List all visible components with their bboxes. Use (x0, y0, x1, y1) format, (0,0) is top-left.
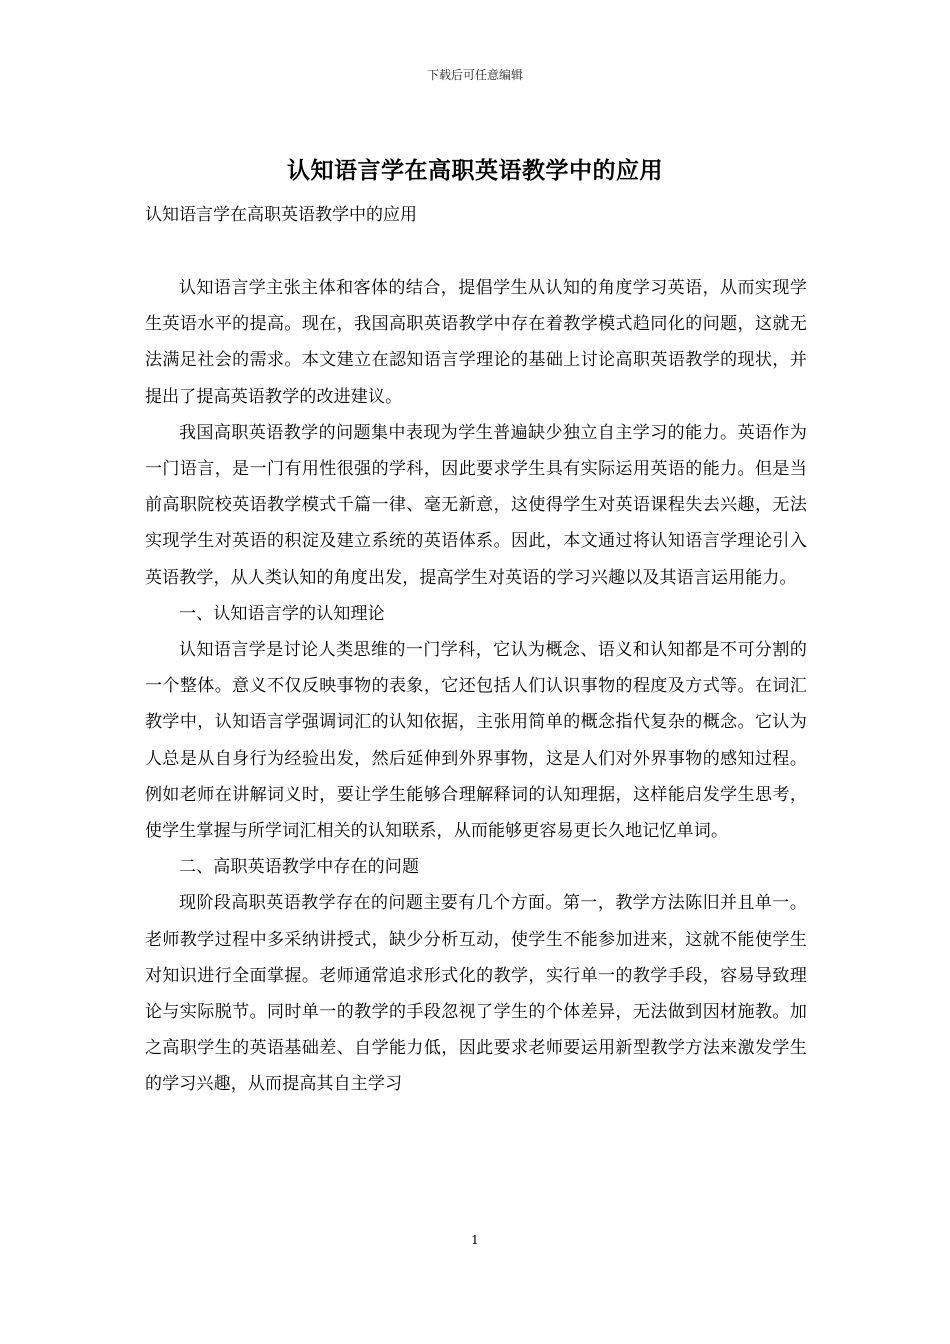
paragraph-abstract: 认知语言学主张主体和客体的结合，提倡学生从认知的角度学习英语，从而实现学生英语水平的提高。现在，我国高职英语教学中存在着教学模式趋同化的问题，这就无法满足社会的需求。本文建立在認知语言学理论的基础上讨论高职英语教学的现状，并提出了提高英语教学的改进建议。 (145, 278, 807, 407)
page-number: 1 (471, 1233, 479, 1247)
section-heading-1: 一、认知语言学的认知理论 (179, 603, 385, 624)
header-note: 下载后可任意编辑 (426, 68, 523, 82)
paragraph-introduction: 我国高职英语教学的问题集中表现为学生普遍缺少独立自主学习的能力。英语作为一门语言，是一门有用性很强的学科，因此要求学生具有实际运用英语的能力。但是当前高职院校英语教学模式千篇一律、毫无新意，这使得学生对英语课程失去兴趣，无法实现学生对英语的积淀及建立系统的英语体系。因此，本文通过将认知语言学理论引入英语教学，从人类认知的角度出发，提高学生对英语的学习兴趣以及其语言运用能力。 (145, 422, 807, 588)
document-title: 认知语言学在高职英语教学中的应用 (287, 157, 663, 184)
paragraph-section-1: 认知语言学是讨论人类思维的一门学科，它认为概念、语义和认知都是不可分割的一个整体。意义不仅反映事物的表象，它还包括人们认识事物的程度及方式等。在词汇教学中，认知语言学强调词汇的认知依据，主张用简单的概念指代复杂的概念。它认为人总是从自身行为经验出发，然后延伸到外界事物，这是人们对外界事物的感知过程。例如老师在讲解词义时，要让学生能够合理解释词的认知理据，这样能启发学生思考，使学生掌握与所学词汇相关的认知联系，从而能够更容易更长久地记忆单词。 (145, 640, 807, 842)
section-heading-2: 二、高职英语教学中存在的问题 (179, 857, 420, 878)
document-body (145, 270, 807, 1103)
document-subtitle: 认知语言学在高职英语教学中的应用 (145, 205, 417, 225)
paragraph-section-2: 现阶段高职英语教学存在的问题主要有几个方面。第一，教学方法陈旧并且单一。老师教学过程中多采纳讲授式，缺少分析互动，使学生不能参加进来，这就不能使学生对知识进行全面掌握。老师通常追求形式化的教学，实行单一的教学手段，容易导致理论与实际脱节。同时单一的教学的手段忽视了学生的个体差异，无法做到因材施教。加之高职学生的英语基础差、自学能力低，因此要求老师要运用新型教学方法来激发学生的学习兴趣，从而提高其自主学习 (145, 893, 807, 1095)
